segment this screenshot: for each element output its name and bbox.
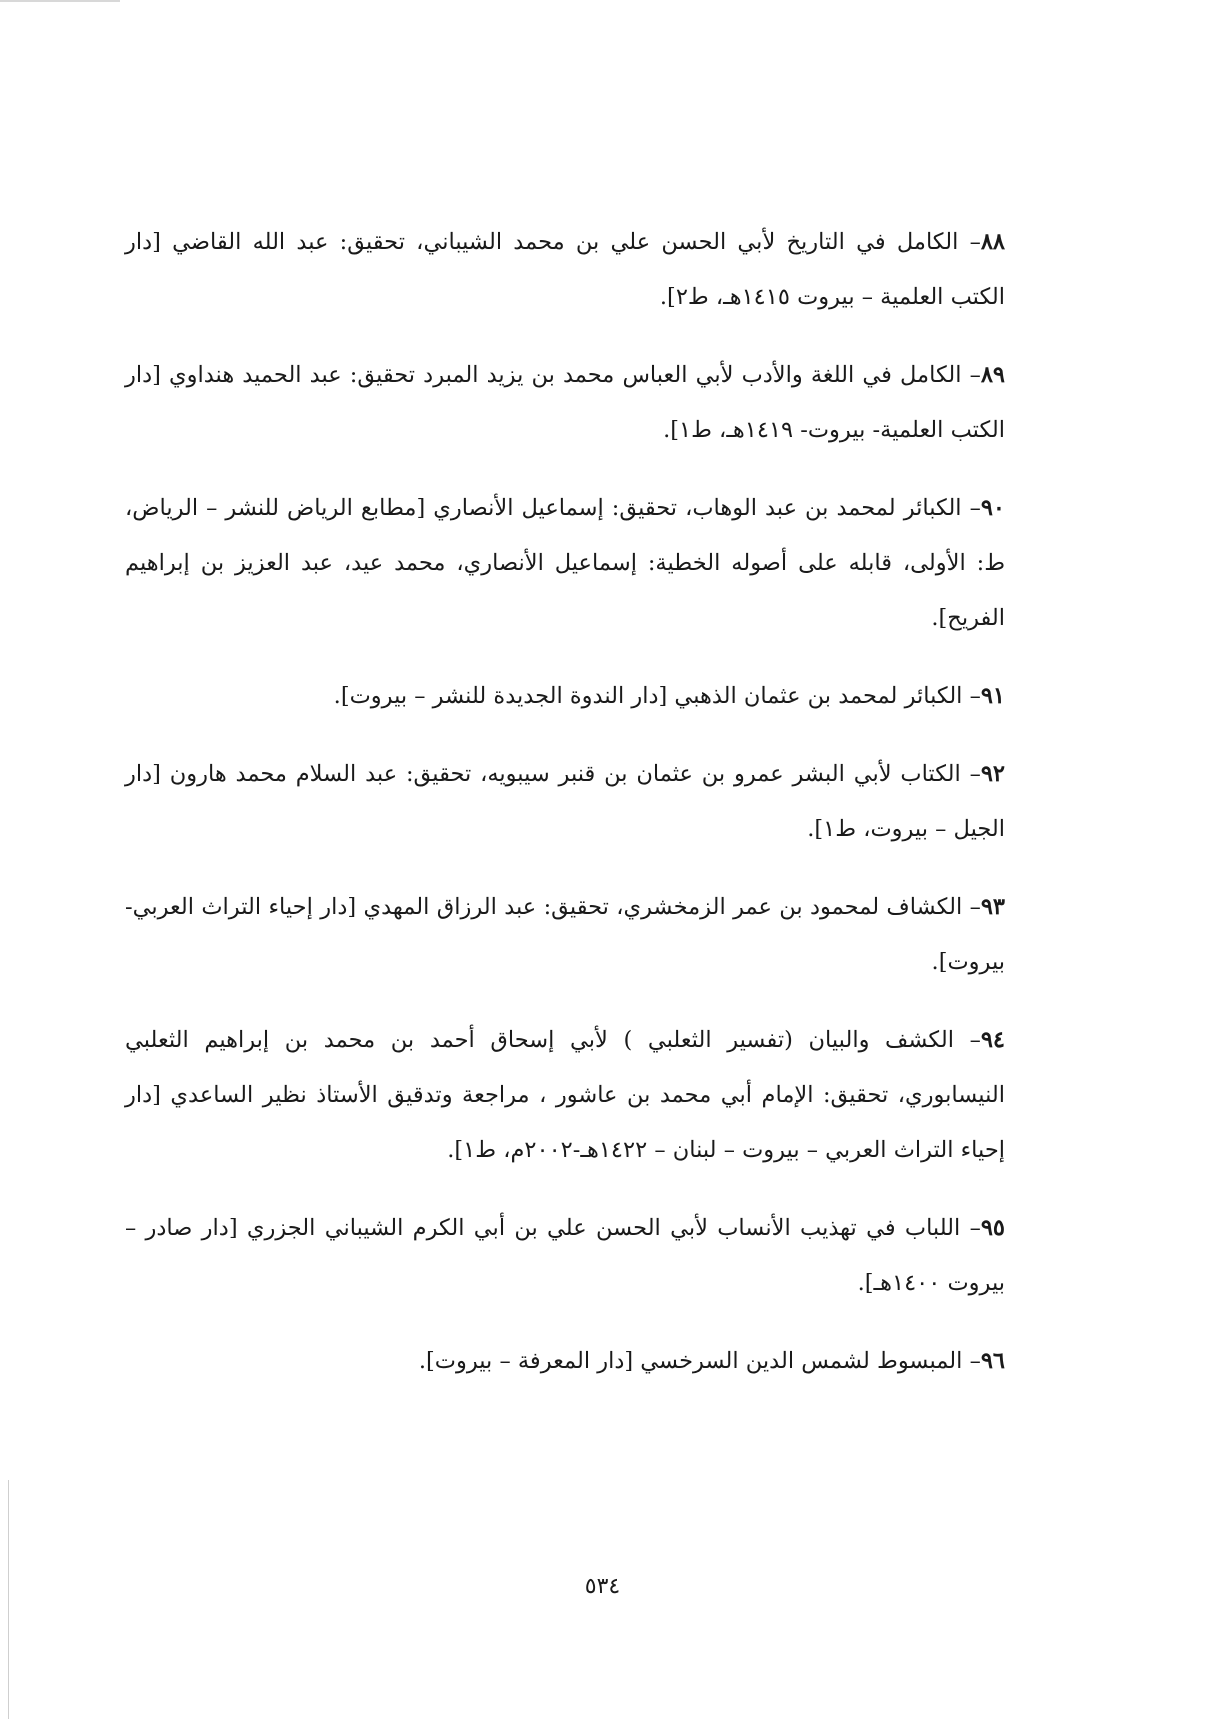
- bibliography-list: [125, 215, 1005, 1412]
- entry-number: ٩١: [980, 683, 1005, 709]
- bibliography-entry-92: [125, 747, 1005, 857]
- entry-number: ٨٨: [980, 229, 1005, 255]
- entry-text: – المبسوط لشمس الدين السرخسي [دار المعرفة – بيروت].: [418, 1348, 981, 1374]
- entry-text: – الكبائر لمحمد بن عبد الوهاب، تحقيق: إسماعيل الأنصاري [مطابع الرياض للنشر – الرياض، ط: الأولى، قابله على أصوله الخطية: إسماعيل الأنصاري، محمد عيد، عبد العزيز بن إبراهيم الفريح].: [125, 495, 1005, 631]
- entry-text: – الكشف والبيان (تفسير الثعلبي ) لأبي إسحاق أحمد بن محمد بن إبراهيم الثعلبي النيسابوري، تحقيق: الإمام أبي محمد بن عاشور ، مراجعة وتدقيق الأستاذ نظير الساعدي [دار إحياء التراث العربي – بيروت – لبنان – ١٤٢٢هـ-٢٠٠٢م، ط١].: [125, 1027, 1005, 1163]
- bibliography-entry-89: [125, 348, 1005, 458]
- scan-edge-left: [8, 1480, 9, 1719]
- page-number: ٥٣٤: [584, 1574, 621, 1599]
- entry-number: ٩٤: [980, 1027, 1005, 1053]
- bibliography-entry-91: [125, 669, 1005, 724]
- bibliography-entry-96: [125, 1334, 1005, 1389]
- entry-number: ٩٣: [980, 894, 1005, 920]
- bibliography-entry-95: [125, 1201, 1005, 1311]
- bibliography-entry-90: [125, 481, 1005, 646]
- bibliography-entry-94: [125, 1013, 1005, 1178]
- scan-edge-top: [0, 0, 120, 2]
- entry-text: – الكتاب لأبي البشر عمرو بن عثمان بن قنبر سيبويه، تحقيق: عبد السلام محمد هارون [دار الجيل – بيروت، ط١].: [125, 761, 1005, 842]
- entry-number: ٩٥: [980, 1215, 1005, 1241]
- entry-number: ٨٩: [980, 362, 1005, 388]
- bibliography-entry-93: [125, 880, 1005, 990]
- entry-text: – الكامل في التاريخ لأبي الحسن علي بن محمد الشيباني، تحقيق: عبد الله القاضي [دار الكتب العلمية – بيروت ١٤١٥هـ، ط٢].: [125, 229, 1005, 310]
- entry-text: – الكبائر لمحمد بن عثمان الذهبي [دار الندوة الجديدة للنشر – بيروت].: [333, 683, 981, 709]
- entry-text: – الكشاف لمحمود بن عمر الزمخشري، تحقيق: عبد الرزاق المهدي [دار إحياء التراث العربي- بيروت].: [125, 894, 1005, 975]
- entry-number: ٩٢: [980, 761, 1005, 787]
- entry-number: ٩٠: [980, 495, 1005, 521]
- entry-number: ٩٦: [980, 1348, 1005, 1374]
- entry-text: – الكامل في اللغة والأدب لأبي العباس محمد بن يزيد المبرد تحقيق: عبد الحميد هنداوي [دار الكتب العلمية- بيروت- ١٤١٩هـ، ط١].: [125, 362, 1005, 443]
- bibliography-entry-88: [125, 215, 1005, 325]
- entry-text: – اللباب في تهذيب الأنساب لأبي الحسن علي بن أبي الكرم الشيباني الجزري [دار صادر – بيروت ١٤٠٠هـ].: [125, 1215, 1005, 1296]
